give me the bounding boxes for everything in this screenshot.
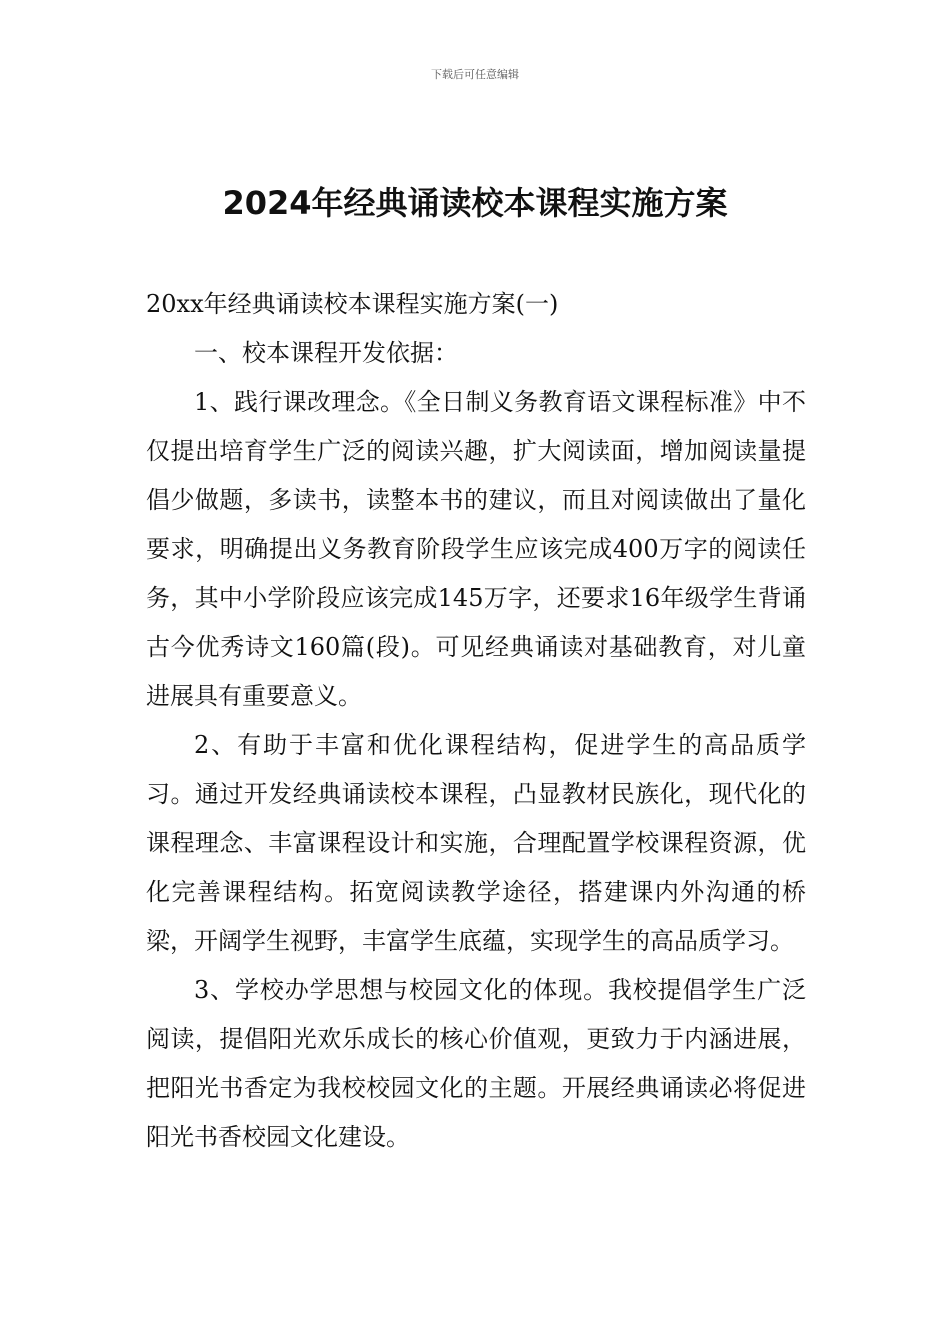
document-body xyxy=(146,280,806,1162)
subtitle-paragraph: 20xx年经典诵读校本课程实施方案(一) xyxy=(146,290,559,318)
body-paragraph-2: 2、有助于丰富和优化课程结构，促进学生的高品质学习。通过开发经典诵读校本课程，凸显教材民族化，现代化的课程理念、丰富课程设计和实施，合理配置学校课程资源，优化完善课程结构。拓宽阅读教学途径，搭建课内外沟通的桥梁，开阔学生视野，丰富学生底蕴，实现学生的高品质学习。 xyxy=(146,731,806,955)
body-paragraph-3: 3、学校办学思想与校园文化的体现。我校提倡学生广泛阅读，提倡阳光欢乐成长的核心价值观，更致力于内涵进展，把阳光书香定为我校校园文化的主题。开展经典诵读必将促进阳光书香校园文化建设。 xyxy=(146,976,806,1151)
document-title: 2024年经典诵读校本课程实施方案 xyxy=(222,184,728,222)
page-header-note: 下载后可任意编辑 xyxy=(431,68,519,81)
section-heading: 一、校本课程开发依据： xyxy=(194,339,458,367)
body-paragraph-1: 1、践行课改理念。《全日制义务教育语文课程标准》中不仅提出培育学生广泛的阅读兴趣，扩大阅读面，增加阅读量提倡少做题，多读书，读整本书的建议，而且对阅读做出了量化要求，明确提出义务教育阶段学生应该完成400万字的阅读任务，其中小学阶段应该完成145万字，还要求16年级学生背诵古今优秀诗文160篇(段)。可见经典诵读对基础教育，对儿童进展具有重要意义。 xyxy=(146,388,806,710)
